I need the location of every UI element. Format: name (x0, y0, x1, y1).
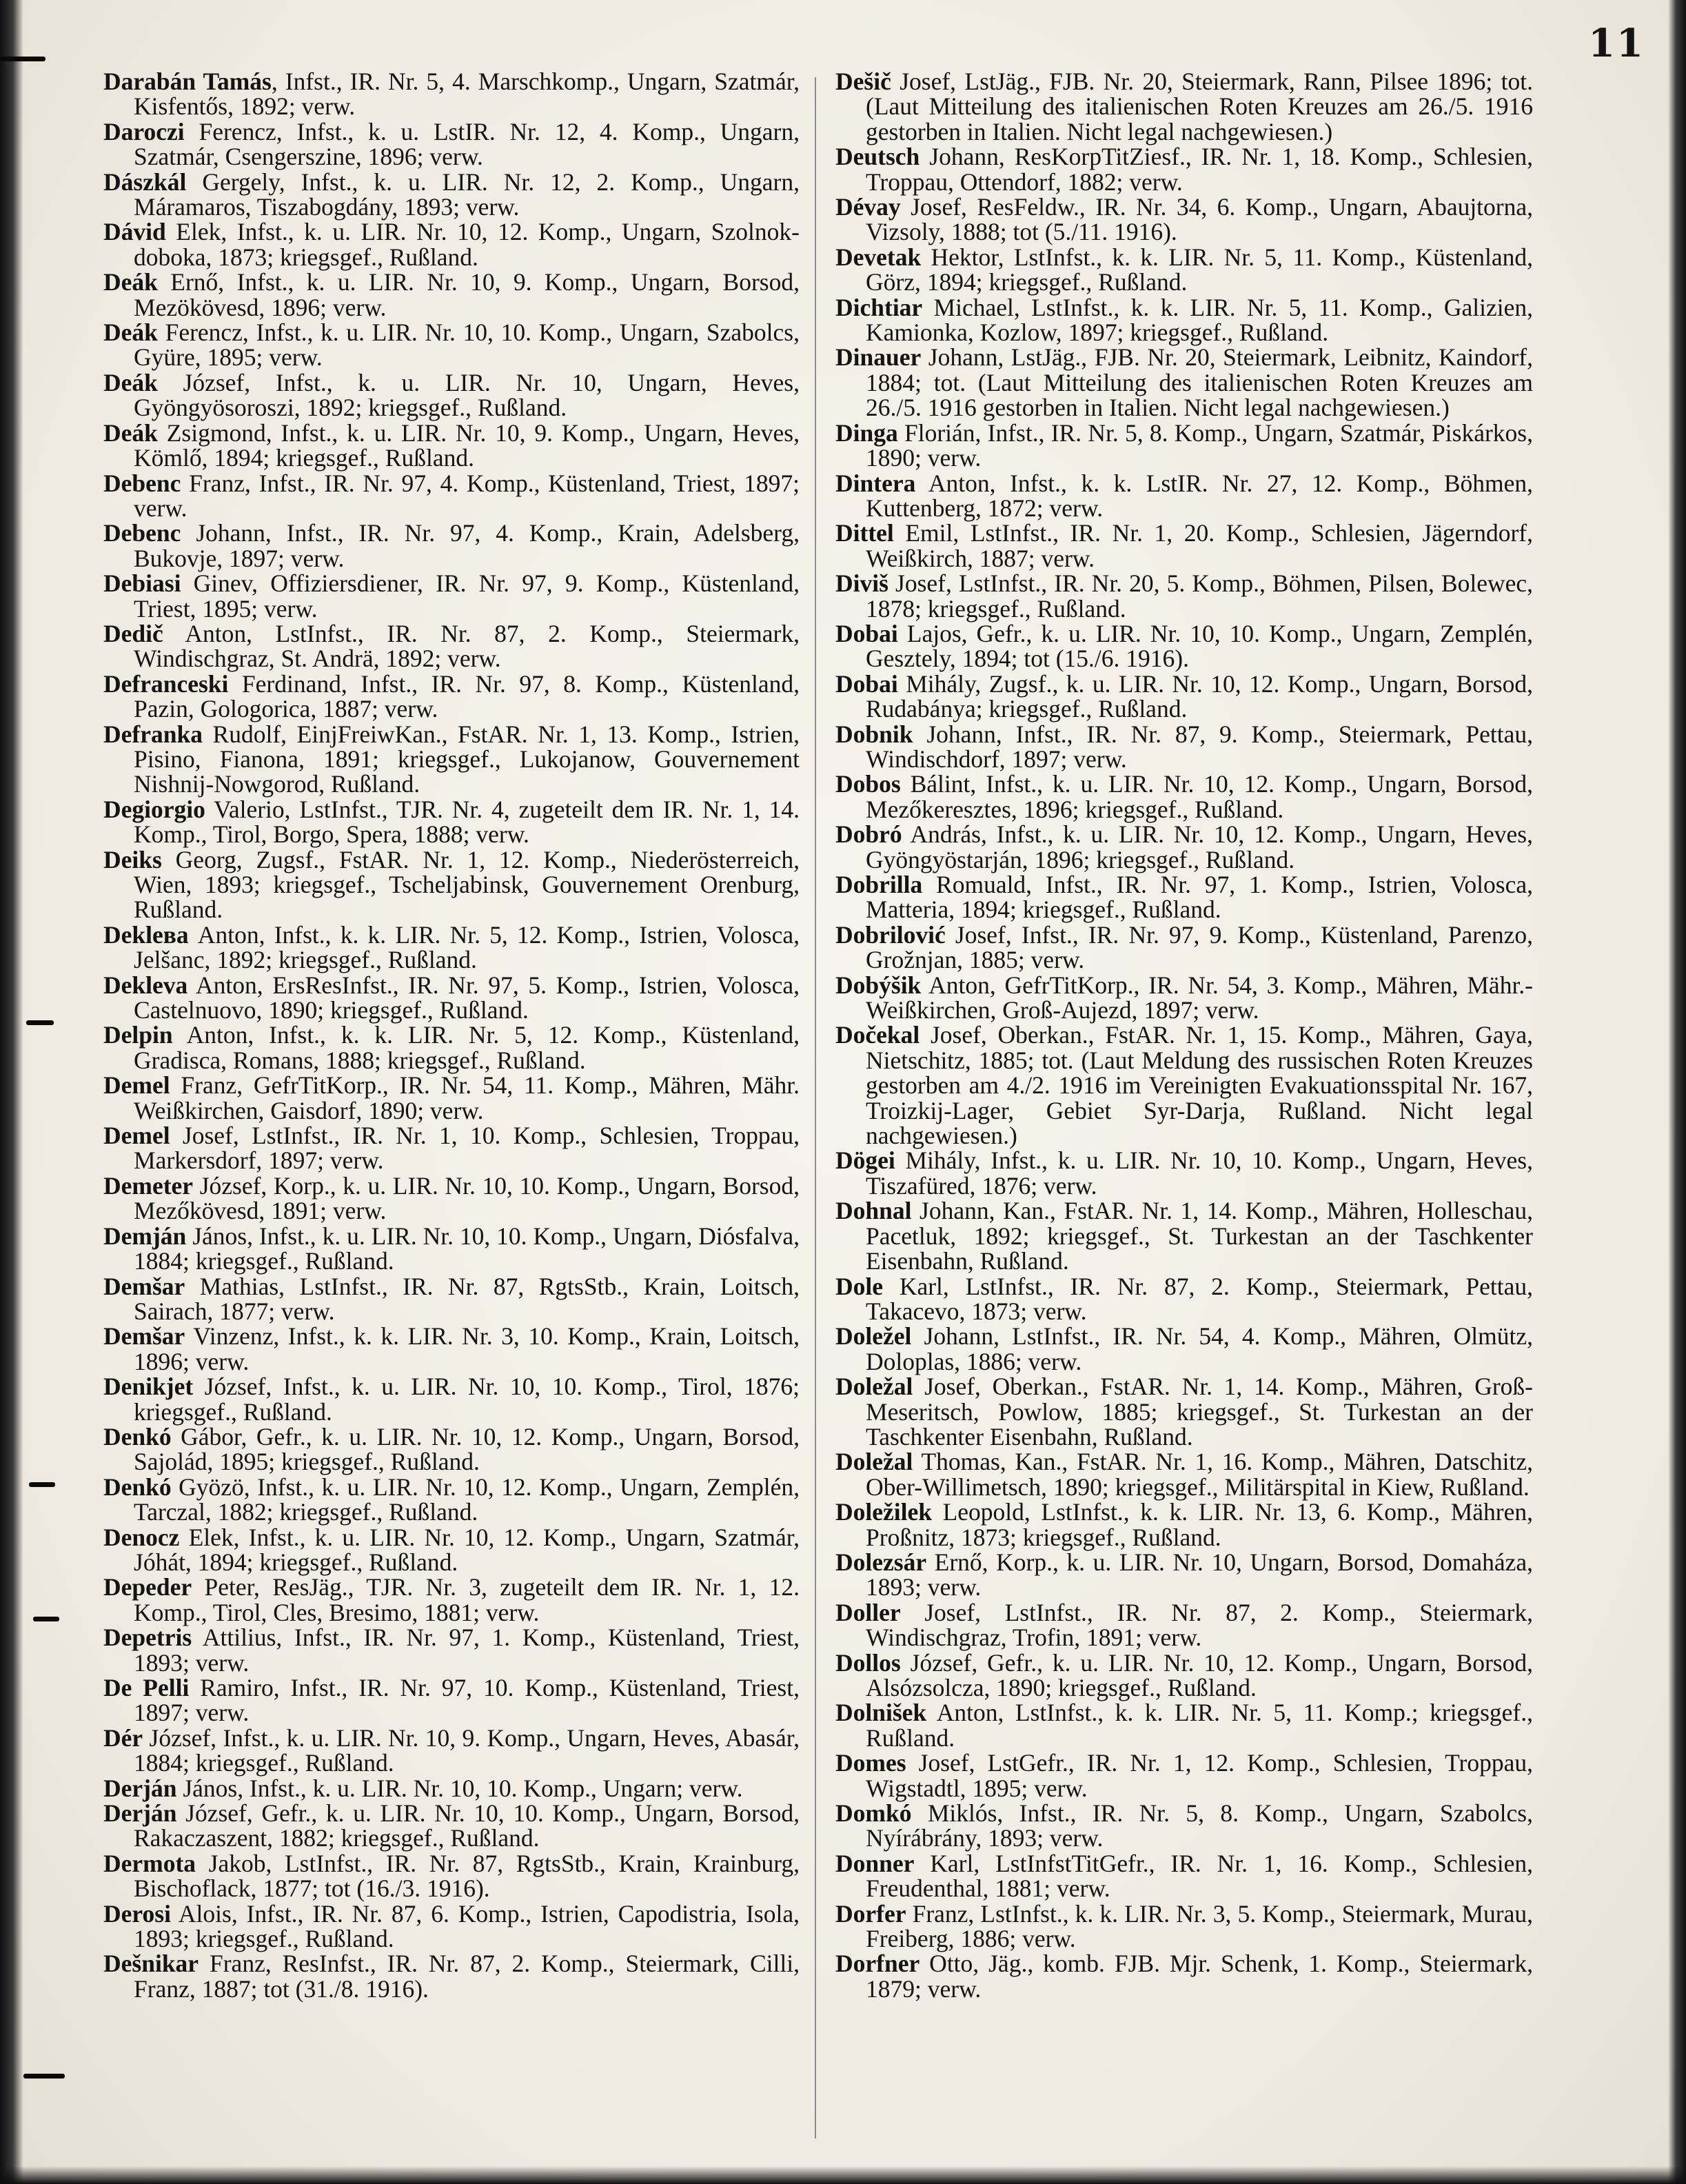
margin-marker (33, 1617, 59, 1621)
entry-details: János, Infst., k. u. LIR. Nr. 10, 10. Komp., Ungarn; verw. (176, 1774, 743, 1802)
entry-details: Rudolf, EinjFreiwKan., FstAR. Nr. 1, 13. Komp., Istrien, Pisino, Fianona, 1891; kriegsgef., Lukojanow, Gouvernement Nishnij-Nowgorod, Rußland. (134, 720, 800, 798)
entry-details: Anton, Infst., k. k. LIR. Nr. 5, 12. Komp., Küstenland, Gradisca, Romans, 1888; kriegsgef., Rußland. (134, 1021, 800, 1074)
entry-details: Josef, LstInfst., IR. Nr. 1, 10. Komp., Schlesien, Troppau, Markersdorf, 1897; verw. (134, 1122, 800, 1175)
entry-surname: Deák (103, 268, 158, 296)
entry-surname: Dekleva (103, 971, 188, 999)
entry-surname: Dinauer (835, 343, 922, 372)
entry-surname: Demel (103, 1071, 170, 1100)
entry-surname: Dittel (835, 519, 894, 547)
entry-surname: Doležal (835, 1448, 913, 1476)
entry-surname: Debenc (103, 469, 181, 497)
entry-surname: Derosi (103, 1899, 171, 1928)
entry-surname: Defranceski (103, 669, 229, 698)
entry-surname: Deiks (103, 845, 162, 873)
entry-details: Josef, LstJäg., FJB. Nr. 20, Steiermark, Rann, Pilsee 1896; tot. (Laut Mitteilung des italienischen Roten Kreuzes am 26./5. 1916 gestorben in Italien. Nicht legal nachgewiesen.) (866, 68, 1533, 145)
entry-surname: Dobai (835, 619, 898, 647)
register-entry (103, 1374, 800, 1424)
entry-surname: Depeder (103, 1573, 192, 1601)
register-entry (103, 847, 800, 922)
entry-details: Ginev, Offiziersdiener, IR. Nr. 97, 9. Komp., Küstenland, Triest, 1895; verw. (134, 569, 800, 623)
entry-details: Johann, LstInfst., IR. Nr. 54, 4. Komp., Mähren, Olmütz, Doloplas, 1886; verw. (866, 1322, 1533, 1375)
register-entry (835, 194, 1533, 245)
register-entry (835, 872, 1533, 922)
entry-surname: Dichtiar (835, 293, 923, 321)
register-entry (103, 722, 800, 797)
entry-surname: Debenc (103, 519, 181, 547)
entry-details: Anton, LstInfst., IR. Nr. 87, 2. Komp., Steiermark, Windischgraz, St. Andrä, 1892; verw. (134, 619, 800, 673)
register-entry (103, 1475, 800, 1525)
entry-details: Johann, ResKorpTitZiesf., IR. Nr. 1, 18. Komp., Schlesien, Troppau, Ottendorf, 1882; verw. (866, 143, 1533, 196)
entry-details: Josef, ResFeldw., IR. Nr. 34, 6. Komp., Ungarn, Abaujtorna, Vizsoly, 1888; tot (5./11. 1916). (866, 193, 1533, 246)
entry-details: Johann, LstJäg., FJB. Nr. 20, Steiermark, Leibnitz, Kaindorf, 1884; tot. (Laut Mitteilung des italienischen Roten Kreuzes am 26./5. 1916 gestorben in Italien. Nicht legal nachgewiesen.) (866, 343, 1533, 422)
entry-details: Josef, LstGefr., IR. Nr. 1, 12. Komp., Schlesien, Troppau, Wigstadtl, 1895; verw. (866, 1749, 1533, 1802)
entry-details: Florián, Infst., IR. Nr. 5, 8. Komp., Ungarn, Szatmár, Piskárkos, 1890; verw. (866, 418, 1533, 472)
entry-surname: Diviš (835, 569, 888, 598)
entry-surname: Dobró (835, 820, 902, 849)
entry-details: Bálint, Infst., k. u. LIR. Nr. 10, 12. Komp., Ungarn, Borsod, Mezőkeresztes, 1896; kriegsgef., Rußland. (866, 770, 1533, 823)
entry-details: Mathias, LstInfst., IR. Nr. 87, RgtsStb., Krain, Loitsch, Sairach, 1877; verw. (134, 1272, 800, 1325)
entry-details: András, Infst., k. u. LIR. Nr. 10, 12. Komp., Ungarn, Heves, Gyöngyöstarján, 1896; kriegsgef., Rußland. (866, 820, 1533, 873)
entry-surname: Dešič (835, 68, 891, 95)
entry-details: Franz, LstInfst., k. k. LIR. Nr. 3, 5. Komp., Steiermark, Murau, Freiberg, 1886; verw. (866, 1899, 1533, 1953)
entry-details: Vinzenz, Infst., k. k. LIR. Nr. 3, 10. Komp., Krain, Loitsch, 1896; verw. (134, 1322, 800, 1375)
entry-details: Josef, LstInfst., IR. Nr. 87, 2. Komp., Steiermark, Windischgraz, Trofin, 1891; verw. (866, 1598, 1533, 1652)
register-entry (835, 1700, 1533, 1750)
entry-surname: Dešnikar (103, 1950, 199, 1978)
entry-details: , Infst., IR. Nr. 5, 4. Marschkomp., Ungarn, Szatmár, Kisfentős, 1892; verw. (134, 68, 800, 121)
entry-surname: Denocz (103, 1523, 180, 1551)
entry-surname: Doležilek (835, 1498, 932, 1526)
register-entry (835, 471, 1533, 521)
register-entry (103, 1851, 800, 1901)
entry-surname: Domes (835, 1749, 906, 1777)
register-entry (835, 1374, 1533, 1449)
entry-details: Karl, LstInfstTitGefr., IR. Nr. 1, 16. Komp., Schlesien, Freudenthal, 1881; verw. (866, 1849, 1533, 1903)
entry-surname: Degiorgio (103, 795, 205, 823)
register-entry (835, 418, 1533, 472)
entry-surname: Dobnik (835, 720, 913, 748)
entry-details: Michael, LstInfst., k. k. LIR. Nr. 5, 11. Komp., Galizien, Kamionka, Kozlow, 1897; kriegsgef., Rußland. (866, 293, 1533, 347)
register-entry (103, 973, 800, 1023)
entry-surname: Denkó (103, 1473, 172, 1501)
entry-surname: Dinga (835, 418, 898, 447)
register-entry (835, 671, 1533, 722)
entry-details: Emil, LstInfst., IR. Nr. 1, 20. Komp., Schlesien, Jägerndorf, Weißkirch, 1887; verw. (866, 519, 1533, 572)
entry-surname: Dér (103, 1723, 143, 1752)
entry-surname: Doležel (835, 1322, 912, 1351)
register-entry (835, 973, 1533, 1023)
entry-surname: Dintera (835, 469, 916, 497)
entry-details: Mihály, Infst., k. u. LIR. Nr. 10, 10. Komp., Ungarn, Heves, Tiszafüred, 1876; verw. (866, 1146, 1533, 1200)
entry-surname: Derján (103, 1799, 177, 1828)
register-entry (103, 621, 800, 671)
entry-surname: Demšar (103, 1272, 185, 1300)
entry-surname: Darabán Tamás (103, 68, 272, 95)
entry-surname: Dorfner (835, 1950, 920, 1978)
entry-details: Valerio, LstInfst., TJR. Nr. 4, zugeteilt dem IR. Nr. 1, 14. Komp., Tirol, Borgo, Spera, 1888; verw. (134, 795, 800, 849)
register-entry (103, 1575, 800, 1625)
entry-surname: Depetris (103, 1624, 192, 1652)
entry-details: Josef, Oberkan., FstAR. Nr. 1, 15. Komp., Mähren, Gaya, Nietschitz, 1885; tot. (Laut Meldung des russischen Roten Kreuzes gestorben am 4./2. 1916 im Vereinigten Evakuationsspital Nr. 167, Troizkij-Lager, Gebiet Syr-Darja, Rußland. Nicht legal nachgewiesen.) (866, 1021, 1533, 1150)
register-entry (103, 1801, 800, 1851)
entry-surname: Dolezsár (835, 1548, 927, 1576)
register-entry (835, 1851, 1533, 1901)
entry-details: Franz, ResInfst., IR. Nr. 87, 2. Komp., Steiermark, Cilli, Franz, 1887; tot (31./8. 1916). (134, 1950, 800, 2003)
entry-surname: Daroczi (103, 117, 185, 145)
register-entry (103, 1022, 800, 1073)
register-entry (835, 345, 1533, 420)
entry-surname: Denkó (103, 1422, 172, 1450)
entry-details: Gábor, Gefr., k. u. LIR. Nr. 10, 12. Komp., Ungarn, Borsod, Sajolád, 1895; kriegsgef., Rußland. (134, 1422, 800, 1476)
entry-details: Ferdinand, Infst., IR. Nr. 97, 8. Komp., Küstenland, Pazin, Gologorica, 1887; verw. (134, 669, 800, 723)
entry-surname: Dobai (835, 669, 898, 698)
register-entry (103, 1776, 800, 1801)
register-entry (835, 69, 1533, 144)
entry-details: Gyözö, Infst., k. u. LIR. Nr. 10, 12. Komp., Ungarn, Zemplén, Tarczal, 1882; kriegsgef., Rußland. (134, 1473, 800, 1526)
register-entry (835, 1951, 1533, 2001)
entry-details: Miklós, Infst., IR. Nr. 5, 8. Komp., Ungarn, Szabolcs, Nyírábrány, 1893; verw. (866, 1799, 1533, 1852)
entry-details: József, Gefr., k. u. LIR. Nr. 10, 12. Komp., Ungarn, Borsod, Alsózsolcza, 1890; kriegsgef., Rußland. (866, 1648, 1533, 1701)
register-entry (103, 1224, 800, 1274)
margin-marker (23, 2074, 65, 2079)
entry-surname: Donner (835, 1849, 915, 1877)
entry-surname: Dobrilović (835, 920, 946, 949)
entry-details: Ernő, Infst., k. u. LIR. Nr. 10, 9. Komp., Ungarn, Borsod, Mezökövesd, 1896; verw. (134, 268, 800, 321)
register-entry (103, 1324, 800, 1374)
entry-details: Johann, Infst., IR. Nr. 87, 9. Komp., Steiermark, Pettau, Windischdorf, 1897; verw. (866, 720, 1533, 773)
entry-details: Josef, Infst., IR. Nr. 97, 9. Komp., Küstenland, Parenzo, Grožnjan, 1885; verw. (866, 920, 1533, 974)
entry-details: Johann, Infst., IR. Nr. 97, 4. Komp., Krain, Adelsberg, Bukovje, 1897; verw. (134, 519, 800, 572)
entry-details: Ernő, Korp., k. u. LIR. Nr. 10, Ungarn, Borsod, Domaháza, 1893; verw. (866, 1548, 1533, 1601)
entry-surname: Devetak (835, 243, 922, 271)
entry-details: Anton, Infst., k. k. LIR. Nr. 5, 12. Komp., Istrien, Volosca, Jelšanc, 1892; kriegsgef., Rußland. (134, 920, 800, 974)
entry-details: Leopold, LstInfst., k. k. LIR. Nr. 13, 6. Komp., Mähren, Proßnitz, 1873; kriegsgef., Rußland. (866, 1498, 1533, 1551)
entry-details: Romuald, Infst., IR. Nr. 97, 1. Komp., Istrien, Volosca, Matteria, 1894; kriegsgef., Rußland. (866, 871, 1533, 924)
entry-surname: Dávid (103, 218, 166, 246)
register-entry (103, 1723, 800, 1777)
entry-details: József, Infst., k. u. LIR. Nr. 10, 9. Komp., Ungarn, Heves, Abasár, 1884; kriegsgef., Rußland. (134, 1723, 800, 1777)
entry-surname: Dorfer (835, 1899, 906, 1928)
register-entry (835, 1324, 1533, 1374)
margin-marker (29, 1482, 55, 1487)
page-number: 11 (1588, 21, 1645, 66)
entry-surname: Dobrilla (835, 871, 923, 898)
register-entry (835, 822, 1533, 872)
entry-details: József, Gefr., k. u. LIR. Nr. 10, 10. Komp., Ungarn, Borsod, Rakaczaszent, 1882; kriegsgef., Rußland. (134, 1799, 800, 1852)
entry-details: Anton, LstInfst., k. k. LIR. Nr. 5, 11. Komp.; kriegsgef., Rußland. (866, 1699, 1533, 1752)
entry-details: Mihály, Zugsf., k. u. LIR. Nr. 10, 12. Komp., Ungarn, Borsod, Rudabánya; kriegsgef., Rußland. (866, 669, 1533, 723)
entry-details: Thomas, Kan., FstAR. Nr. 1, 16. Komp., Mähren, Datschitz, Ober-Willimetsch, 1890; kriegsgef., Militärspital in Kiew, Rußland. (866, 1448, 1533, 1501)
entry-details: József, Korp., k. u. LIR. Nr. 10, 10. Komp., Ungarn, Borsod, Mezőkövesd, 1891; verw. (134, 1171, 800, 1225)
register-entry (103, 270, 800, 320)
scan-edge-bottom (0, 2166, 1686, 2184)
entry-details: Elek, Infst., k. u. LIR. Nr. 10, 12. Komp., Ungarn, Szolnok-doboka, 1873; kriegsgef., Rußland. (134, 218, 800, 271)
entry-surname: Dollos (835, 1648, 901, 1677)
register-entry (103, 1123, 800, 1173)
entry-surname: Deák (103, 318, 158, 347)
register-entry (103, 119, 800, 170)
entry-details: Alois, Infst., IR. Nr. 87, 6. Komp., Istrien, Capodistria, Isola, 1893; kriegsgef., Rußland. (134, 1899, 800, 1953)
register-entry (835, 245, 1533, 295)
entry-surname: Dögei (835, 1146, 895, 1175)
entry-details: Franz, GefrTitKorp., IR. Nr. 54, 11. Komp., Mähren, Mähr. Weißkirchen, Gaisdorf, 1890; verw. (134, 1071, 800, 1124)
entry-details: Karl, LstInfst., IR. Nr. 87, 2. Komp., Steiermark, Pettau, Takacevo, 1873; verw. (866, 1272, 1533, 1325)
entry-surname: Dedič (103, 619, 163, 647)
entry-surname: Dole (835, 1272, 884, 1300)
register-entry (835, 1750, 1533, 1801)
register-entry (103, 571, 800, 621)
entry-surname: Dermota (103, 1849, 196, 1877)
entry-surname: Defranka (103, 720, 203, 748)
scan-edge-left (0, 0, 23, 2184)
register-entry (835, 1901, 1533, 1952)
register-entry (103, 1274, 800, 1324)
entry-surname: Dohnal (835, 1197, 912, 1225)
register-entry (103, 170, 800, 220)
register-entry (835, 571, 1533, 621)
entry-details: József, Infst., k. u. LIR. Nr. 10, Ungarn, Heves, Gyöngyösoroszi, 1892; kriegsgef., Rußland. (134, 368, 800, 422)
entry-details: Anton, ErsResInfst., IR. Nr. 97, 5. Komp., Istrien, Volosca, Castelnuovo, 1890; kriegsgef., Rußland. (134, 971, 800, 1024)
register-entry (103, 671, 800, 722)
entry-details: Elek, Infst., k. u. LIR. Nr. 10, 12. Komp., Ungarn, Szatmár, Jóhát, 1894; kriegsgef., Rußland. (134, 1523, 800, 1576)
scan-edge-right (1668, 0, 1686, 2184)
entry-details: Ferencz, Infst., k. u. LstIR. Nr. 12, 4. Komp., Ungarn, Szatmár, Csengerszine, 1896; verw. (134, 117, 800, 171)
entry-surname: Derján (103, 1774, 177, 1802)
entry-details: Peter, ResJäg., TJR. Nr. 3, zugeteilt dem IR. Nr. 1, 12. Komp., Tirol, Cles, Bresimo, 1881; verw. (134, 1573, 800, 1626)
register-entry (103, 69, 800, 119)
entry-details: Johann, Kan., FstAR. Nr. 1, 14. Komp., Mähren, Holleschau, Pacetluk, 1892; kriegsgef., St. Turkestan an der Taschkenter Eisenbahn, Rußland. (866, 1197, 1533, 1275)
register-entry (103, 370, 800, 421)
entry-surname: Demšar (103, 1322, 185, 1351)
entry-surname: Demján (103, 1222, 187, 1250)
left-column (103, 69, 800, 2001)
register-entry (103, 797, 800, 847)
register-entry (835, 295, 1533, 345)
entry-surname: Delpin (103, 1021, 173, 1049)
register-entry (103, 320, 800, 370)
entry-details: Jakob, LstInfst., IR. Nr. 87, RgtsStb., Krain, Krainburg, Bischoflack, 1877; tot (16./3. 1916). (134, 1849, 800, 1903)
entry-details: Ramiro, Infst., IR. Nr. 97, 10. Komp., Küstenland, Triest, 1897; verw. (134, 1674, 800, 1727)
entry-surname: Deák (103, 368, 158, 396)
register-entry (103, 471, 800, 521)
entry-surname: Demel (103, 1122, 170, 1150)
entry-details: Lajos, Gefr., k. u. LIR. Nr. 10, 10. Komp., Ungarn, Zemplén, Gesztely, 1894; tot (15./6. 1916). (866, 619, 1533, 673)
register-entry (835, 1198, 1533, 1273)
register-entry (103, 1525, 800, 1575)
entry-details: József, Infst., k. u. LIR. Nr. 10, 10. Komp., Tirol, 1876; kriegsgef., Rußland. (134, 1373, 800, 1426)
entry-surname: Dászkál (103, 168, 187, 196)
register-entry (835, 1600, 1533, 1650)
entry-details: Josef, LstInfst., IR. Nr. 20, 5. Komp., Böhmen, Pilsen, Bolewec, 1878; kriegsgef., Rußland. (866, 569, 1533, 623)
right-column (835, 69, 1533, 2001)
column-divider (815, 77, 816, 2138)
entry-surname: Deák (103, 418, 158, 447)
margin-marker (26, 1020, 54, 1025)
register-entry (103, 1951, 800, 2001)
entry-surname: Dobos (835, 770, 901, 798)
entry-details: Gergely, Infst., k. u. LIR. Nr. 12, 2. Komp., Ungarn, Máramaros, Tiszabogdány, 1893; verw. (134, 168, 800, 221)
register-entry (835, 1022, 1533, 1148)
register-entry (835, 1449, 1533, 1499)
entry-surname: Demeter (103, 1171, 194, 1200)
register-entry (835, 1650, 1533, 1701)
register-entry (835, 144, 1533, 194)
register-entry (835, 722, 1533, 772)
entry-details: Otto, Jäg., komb. FJB. Mjr. Schenk, 1. Komp., Steiermark, 1879; verw. (866, 1950, 1533, 2003)
register-entry (835, 1499, 1533, 1550)
register-entry (835, 520, 1533, 571)
entry-surname: Dobýšik (835, 971, 922, 999)
entry-details: Anton, Infst., k. k. LstIR. Nr. 27, 12. Komp., Böhmen, Kuttenberg, 1872; verw. (866, 469, 1533, 522)
register-entry (103, 1625, 800, 1675)
register-entry (835, 771, 1533, 822)
entry-details: Georg, Zugsf., FstAR. Nr. 1, 12. Komp., Niederösterreich, Wien, 1893; kriegsgef., Tscheljabinsk, Gouvernement Orenburg, Rußland. (134, 845, 800, 924)
entry-details: Josef, Oberkan., FstAR. Nr. 1, 14. Komp., Mähren, Groß-Meseritsch, Powlow, 1885; kriegsgef., St. Turkestan an der Taschkenter Eisenbahn, Rußland. (866, 1373, 1533, 1450)
entry-surname: De Pelli (103, 1674, 190, 1701)
entry-details: Attilius, Infst., IR. Nr. 97, 1. Komp., Küstenland, Triest, 1893; verw. (134, 1624, 800, 1677)
register-entry (103, 1073, 800, 1123)
entry-details: Anton, GefrTitKorp., IR. Nr. 54, 3. Komp., Mähren, Mähr.-Weißkirchen, Groß-Aujezd, 1897; verw. (866, 971, 1533, 1024)
register-entry (103, 418, 800, 472)
entry-details: Franz, Infst., IR. Nr. 97, 4. Komp., Küstenland, Triest, 1897; verw. (134, 469, 800, 522)
entry-surname: Dolnišek (835, 1699, 927, 1727)
register-entry (835, 1550, 1533, 1600)
register-entry (103, 1424, 800, 1475)
register-entry (835, 1801, 1533, 1851)
register-entry (103, 520, 800, 571)
register-entry (835, 922, 1533, 973)
entry-surname: Doller (835, 1598, 901, 1626)
entry-surname: Dévay (835, 193, 901, 221)
register-entry (835, 621, 1533, 671)
entry-details: Zsigmond, Infst., k. u. LIR. Nr. 10, 9. Komp., Ungarn, Heves, Kömlő, 1894; kriegsgef., Rußland. (134, 418, 800, 472)
register-entry (103, 1901, 800, 1952)
entry-details: János, Infst., k. u. LIR. Nr. 10, 10. Komp., Ungarn, Diósfalva, 1884; kriegsgef., Rußland. (134, 1222, 800, 1275)
entry-details: Ferencz, Infst., k. u. LIR. Nr. 10, 10. Komp., Ungarn, Szabolcs, Gyüre, 1895; verw. (134, 318, 800, 372)
entry-surname: Deklева (103, 920, 189, 949)
entry-surname: Deutsch (835, 143, 920, 171)
register-entry (103, 1173, 800, 1224)
entry-surname: Dočekal (835, 1021, 920, 1049)
register-entry (103, 922, 800, 973)
entry-details: Hektor, LstInfst., k. k. LIR. Nr. 5, 11. Komp., Küstenland, Görz, 1894; kriegsgef., Rußland. (866, 243, 1533, 296)
register-entry (103, 219, 800, 270)
register-entry (835, 1148, 1533, 1198)
entry-surname: Denikjet (103, 1373, 194, 1401)
entry-surname: Debiasi (103, 569, 181, 598)
entry-surname: Domkó (835, 1799, 912, 1828)
entry-surname: Doležal (835, 1373, 913, 1401)
register-entry (103, 1675, 800, 1726)
margin-marker (0, 57, 45, 61)
register-entry (835, 1274, 1533, 1324)
